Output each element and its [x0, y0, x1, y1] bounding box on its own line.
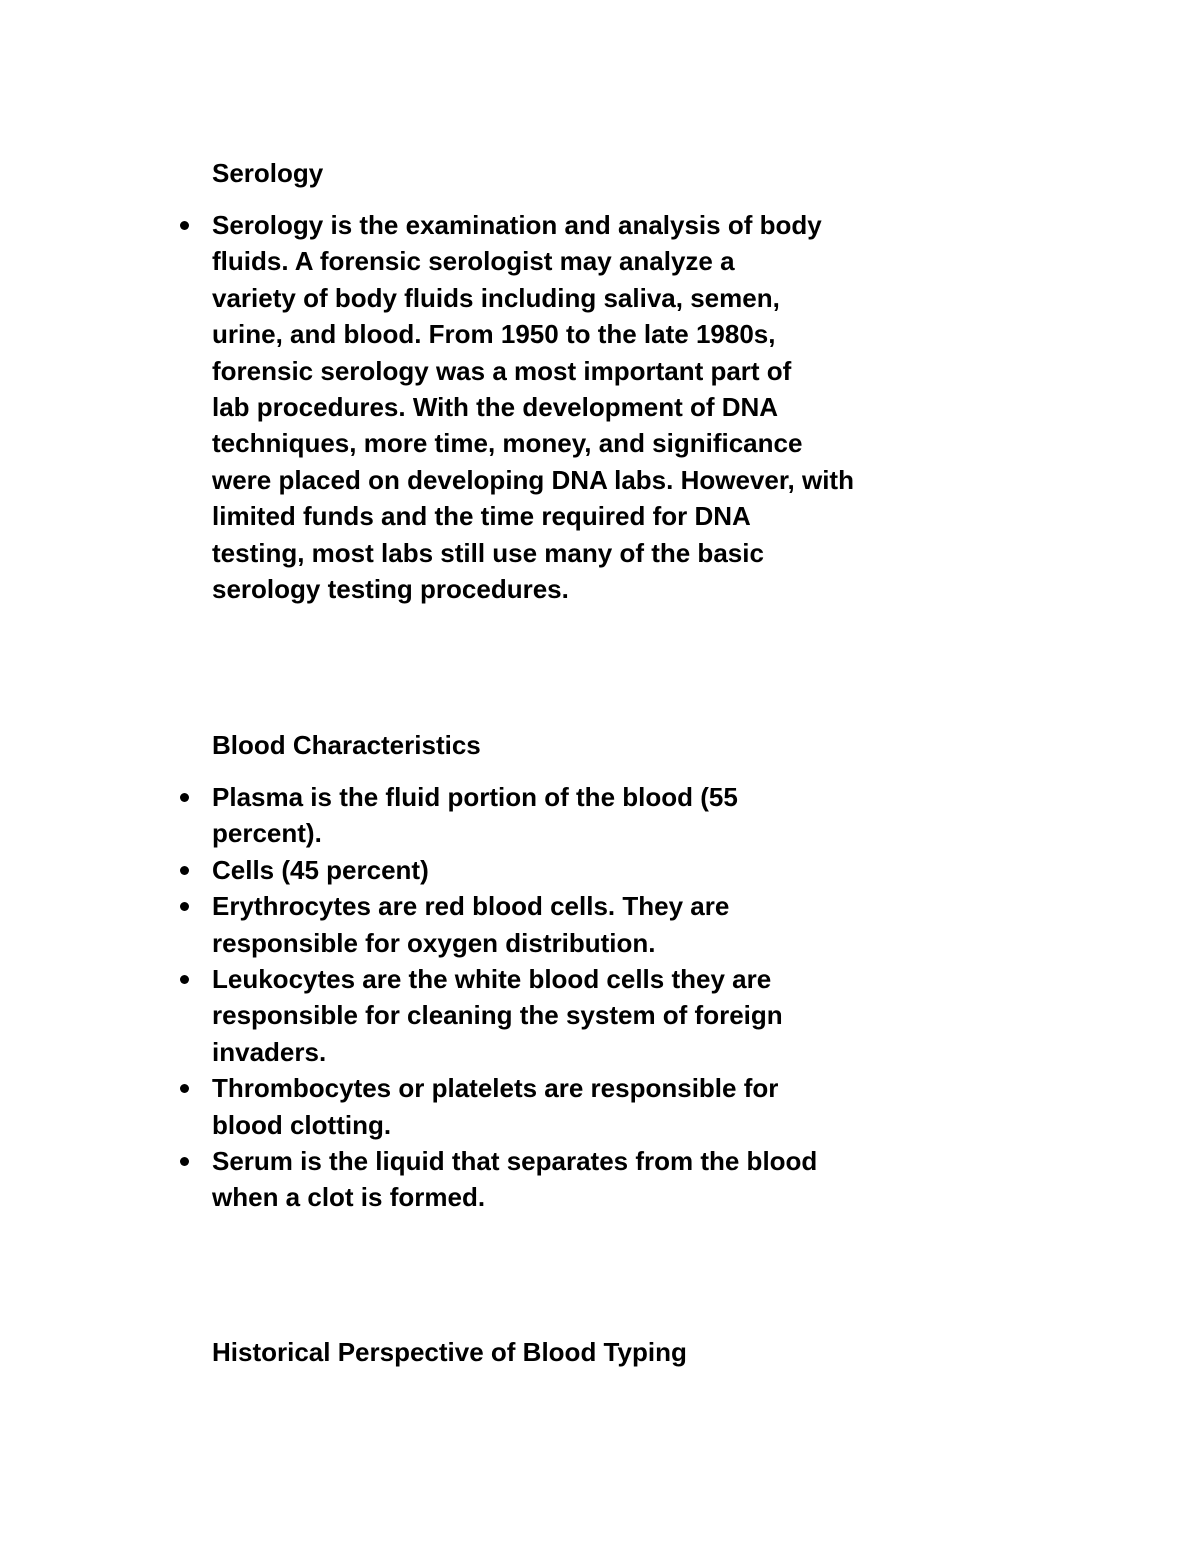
text-line: Serum is the liquid that separates from the blood: [212, 1146, 818, 1177]
text-line: when a clot is formed.: [212, 1182, 486, 1213]
list-item: [212, 207, 854, 607]
bullet-icon: [180, 902, 189, 911]
bullet-icon: [180, 975, 189, 984]
list-item: [212, 852, 817, 888]
text-line: responsible for oxygen distribution.: [212, 927, 656, 958]
text-line: forensic serology was a most important part of: [212, 355, 792, 386]
text-line: Serology is the examination and analysis of body: [212, 210, 822, 240]
section-heading-serology: Serology: [212, 158, 324, 188]
text-line: testing, most labs still use many of the basic: [212, 537, 764, 568]
text-line: Cells (45 percent): [212, 854, 429, 885]
text-line: percent).: [212, 818, 322, 849]
text-line: invaders.: [212, 1036, 327, 1067]
text-line: fluids. A forensic serologist may analyze a: [212, 246, 735, 277]
bullet-icon: [180, 1084, 189, 1093]
bullet-icon: [180, 866, 189, 875]
bullet-icon: [180, 793, 189, 802]
text-line: blood clotting.: [212, 1109, 392, 1140]
serology-list: [212, 207, 854, 607]
list-item: [212, 888, 817, 961]
text-line: serology testing procedures.: [212, 574, 569, 605]
text-line: were placed on developing DNA labs. However, with: [212, 464, 854, 495]
list-item: [212, 1143, 817, 1216]
text-line: Thrombocytes or platelets are responsible for: [212, 1073, 779, 1104]
text-line: lab procedures. With the development of DNA: [212, 392, 779, 423]
text-line: Erythrocytes are red blood cells. They are: [212, 891, 730, 922]
list-item: [212, 961, 817, 1070]
section-heading-historical-perspective: Historical Perspective of Blood Typing: [212, 1337, 687, 1367]
list-item: [212, 779, 817, 852]
text-line: urine, and blood. From 1950 to the late 1980s,: [212, 319, 776, 350]
text-line: responsible for cleaning the system of foreign: [212, 1000, 783, 1031]
text-line: techniques, more time, money, and significance: [212, 428, 803, 459]
bullet-icon: [180, 221, 189, 230]
text-line: limited funds and the time required for DNA: [212, 501, 751, 532]
section-heading-blood-characteristics: Blood Characteristics: [212, 730, 481, 760]
text-line: variety of body fluids including saliva, semen,: [212, 282, 780, 313]
blood-characteristics-list: [212, 779, 817, 1216]
text-line: Plasma is the fluid portion of the blood (55: [212, 782, 738, 812]
list-item: [212, 1070, 817, 1143]
text-line: Leukocytes are the white blood cells they are: [212, 964, 772, 995]
bullet-icon: [180, 1157, 189, 1166]
